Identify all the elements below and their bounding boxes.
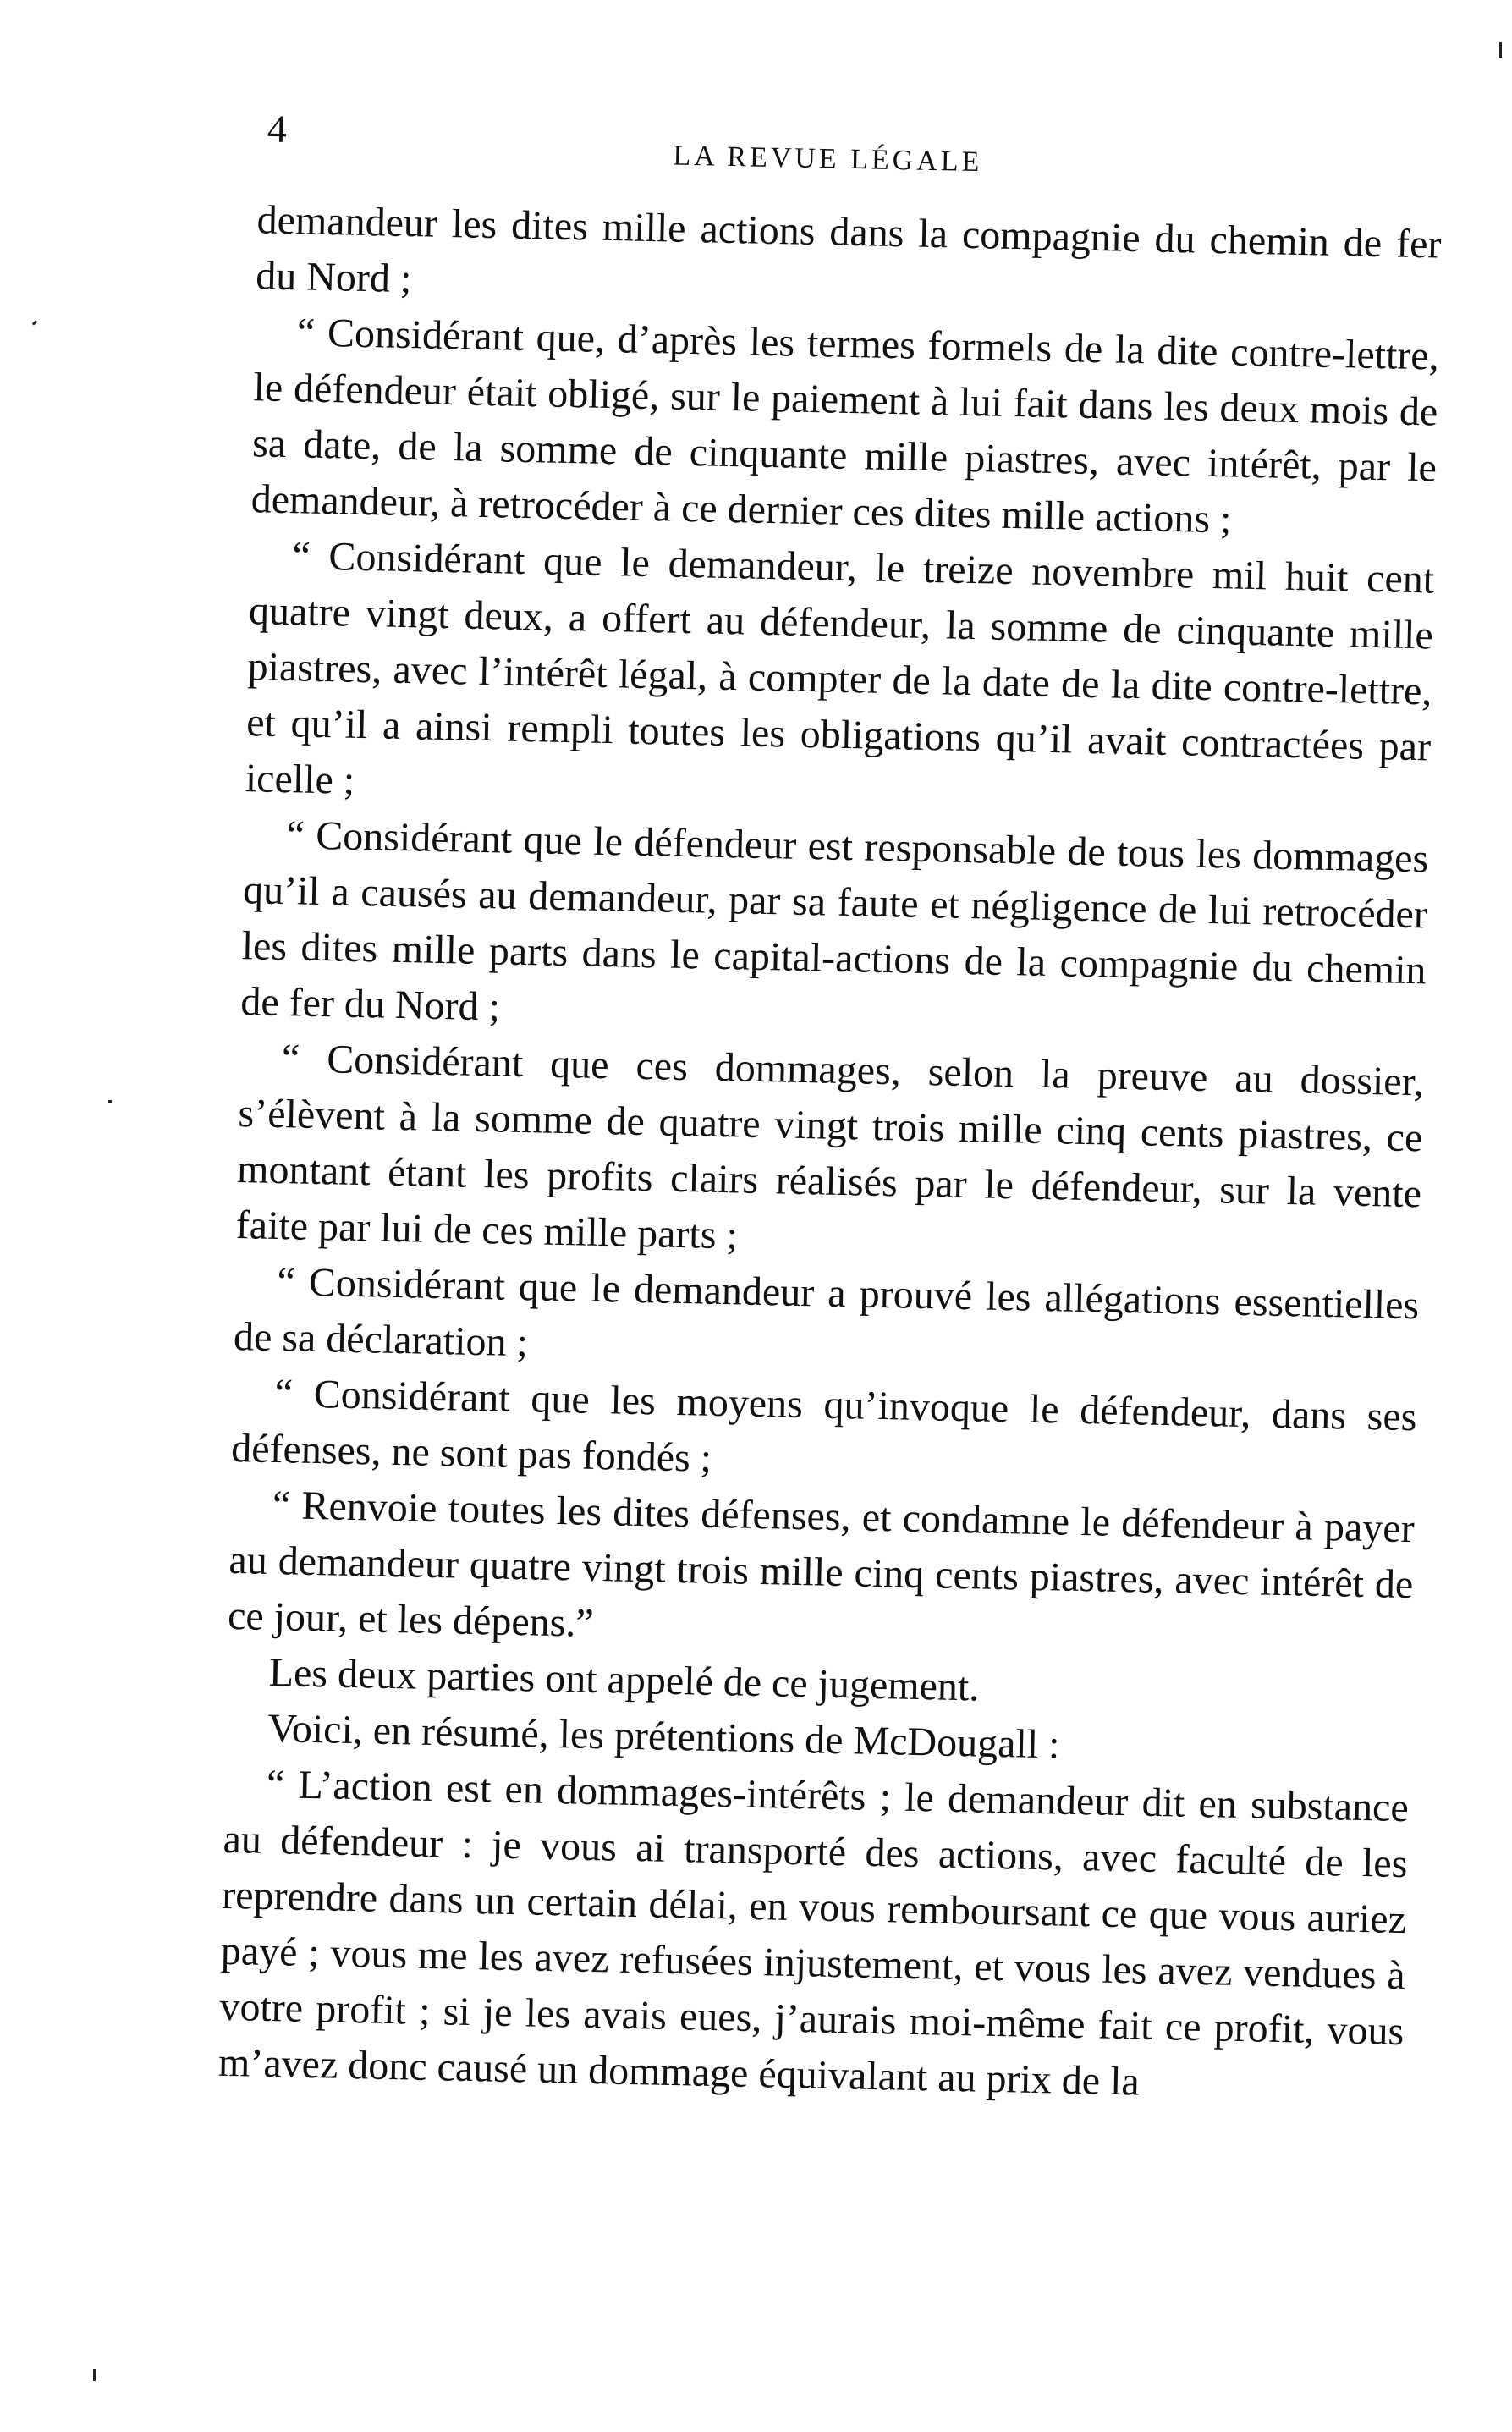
scan-speck — [108, 1100, 112, 1103]
paragraph: demandeur les dites mille actions dans la compagnie du chemin de fer du Nord ; — [255, 197, 1442, 302]
paragraph: “ Considérant que le demandeur, le treize novembre mil huit cent quatre vingt deux, a offert au défendeur, la somme de cinquante mille piastres, avec l’intérêt légal, à compter de la date de la dite contre-lettre, et qu’il a ainsi rempli toutes les obligations qu’il avait contractées par icelle ; — [245, 533, 1435, 803]
body-text — [217, 192, 1442, 2116]
scan-speck — [93, 2369, 96, 2381]
paragraph: “ Considérant que les moyens qu’invoque le défendeur, dans ses défenses, ne sont pas fondés ; — [230, 1371, 1417, 1481]
paragraph: “ Renvoie toutes les dites défenses, et condamne le défendeur à payer au demandeur quatre vingt trois mille cinq cents piastres, avec intérêt de ce jour, et les dépens.” — [227, 1482, 1416, 1646]
paragraph: “ Considérant que le demandeur a prouvé les allégations essentielles de sa déclaration ; — [233, 1259, 1420, 1366]
scan-speck — [1499, 42, 1502, 58]
page-number: 4 — [267, 107, 288, 151]
paragraph: “ L’action est en dommages-intérêts ; le demandeur dit en substance au défendeur : je vous ai transporté des actions, avec faculté de les reprendre dans un certain délai, en vous remboursant ce que vous auriez payé ; vous me les avez refusées injustement, et vous les avez vendues à votre profit ; si je les avais eues, j’aurais moi-même fait ce profit, vous m’avez donc causé un dommage équivalant au prix de la — [217, 1761, 1410, 2105]
paragraph: “ Considérant que le défendeur est responsable de tous les dommages qu’il a causés au demandeur, par sa faute et négligence de lui retrocéder les dites mille parts dans le capital-actions de la compagnie du chemin de fer du Nord ; — [239, 812, 1429, 1030]
paragraph: Les deux parties ont appelé de ce jugement. — [268, 1649, 980, 1710]
paragraph: Voici, en résumé, les prétentions de McDougall : — [267, 1705, 1061, 1768]
paragraph: “ Considérant que ces dommages, selon la preuve au dossier, s’élèvent à la somme de quatre vingt trois mille cinq cents piastres, ce montant étant les profits clairs réalisés par le défendeur, sur la vente faite par lui de ces mille parts ; — [235, 1036, 1425, 1258]
running-title: LA REVUE LÉGALE — [673, 140, 983, 179]
paragraph: “ Considérant que, d’après les termes formels de la dite contre-lettre, le défendeur était obligé, sur le paiement à lui fait dans les deux mois de sa date, de la somme de cinquante mille piastres, avec intérêt, par le demandeur, à retrocéder à ce dernier ces dites mille actions ; — [250, 310, 1440, 542]
